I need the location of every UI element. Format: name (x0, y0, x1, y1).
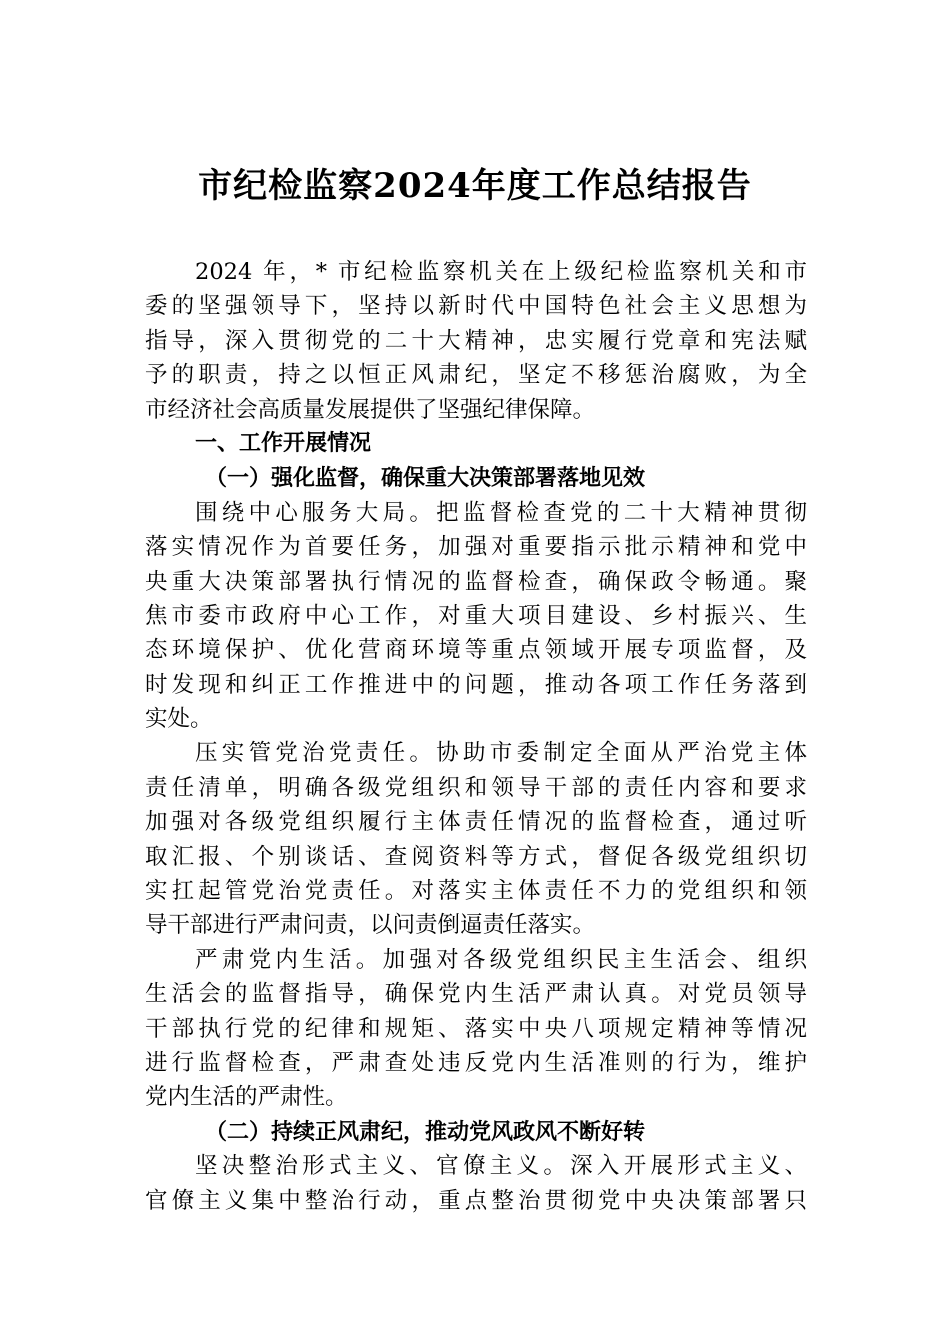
document-body (145, 255, 807, 1218)
body-line: 围绕中心服务大局。把监督检查党的二十大精神贯彻 (195, 499, 807, 526)
body-line: 干部执行党的纪律和规矩、落实中央八项规定精神等情况 (145, 1015, 807, 1042)
body-line: 加强对各级党组织履行主体责任情况的监督检查，通过听 (145, 809, 807, 836)
body-line: 予的职责，持之以恒正风肃纪，坚定不移惩治腐败，为全 (145, 362, 807, 389)
subsection-heading: （二）持续正风肃纪，推动党风政风不断好转 (205, 1118, 646, 1145)
body-line: 责任清单，明确各级党组织和领导干部的责任内容和要求 (145, 774, 807, 801)
body-line: 实处。 (145, 706, 213, 733)
section-heading: 一、工作开展情况 (195, 430, 372, 456)
body-line: 压实管党治党责任。协助市委制定全面从严治党主体 (195, 740, 807, 767)
body-line: 党内生活的严肃性。 (145, 1084, 348, 1111)
body-line: 时发现和纠正工作推进中的问题，推动各项工作任务落到 (145, 671, 807, 698)
body-line: 落实情况作为首要任务，加强对重要指示批示精神和党中 (145, 534, 807, 561)
body-line: 进行监督检查，严肃查处违反党内生活准则的行为，维护 (145, 1049, 807, 1076)
body-line: 导干部进行严肃问责，以问责倒逼责任落实。 (145, 912, 596, 939)
body-line: 指导，深入贯彻党的二十大精神，忠实履行党章和宪法赋 (145, 327, 807, 354)
body-line: 焦市委市政府中心工作，对重大项目建设、乡村振兴、生 (145, 602, 807, 629)
body-line: 市经济社会高质量发展提供了坚强纪律保障。 (145, 396, 596, 423)
body-line: 官僚主义集中整治行动，重点整治贯彻党中央决策部署只 (145, 1187, 807, 1214)
body-line: 生活会的监督指导，确保党内生活严肃认真。对党员领导 (145, 981, 807, 1008)
body-line: 坚决整治形式主义、官僚主义。深入开展形式主义、 (195, 1153, 807, 1180)
document-title: 市纪检监察2024年度工作总结报告 (198, 166, 752, 206)
body-line: 2024 年，* 市纪检监察机关在上级纪检监察机关和市 (195, 259, 807, 285)
body-line: 态环境保护、优化营商环境等重点领域开展专项监督，及 (145, 637, 807, 664)
body-line: 实扛起管党治党责任。对落实主体责任不力的党组织和领 (145, 878, 807, 905)
body-line: 央重大决策部署执行情况的监督检查，确保政令畅通。聚 (145, 568, 807, 595)
body-line: 严肃党内生活。加强对各级党组织民主生活会、组织 (195, 946, 807, 973)
subsection-heading: （一）强化监督，确保重大决策部署落地见效 (205, 465, 646, 492)
body-line: 委的坚强领导下，坚持以新时代中国特色社会主义思想为 (145, 293, 807, 320)
body-line: 取汇报、个别谈话、查阅资料等方式，督促各级党组织切 (145, 843, 807, 870)
